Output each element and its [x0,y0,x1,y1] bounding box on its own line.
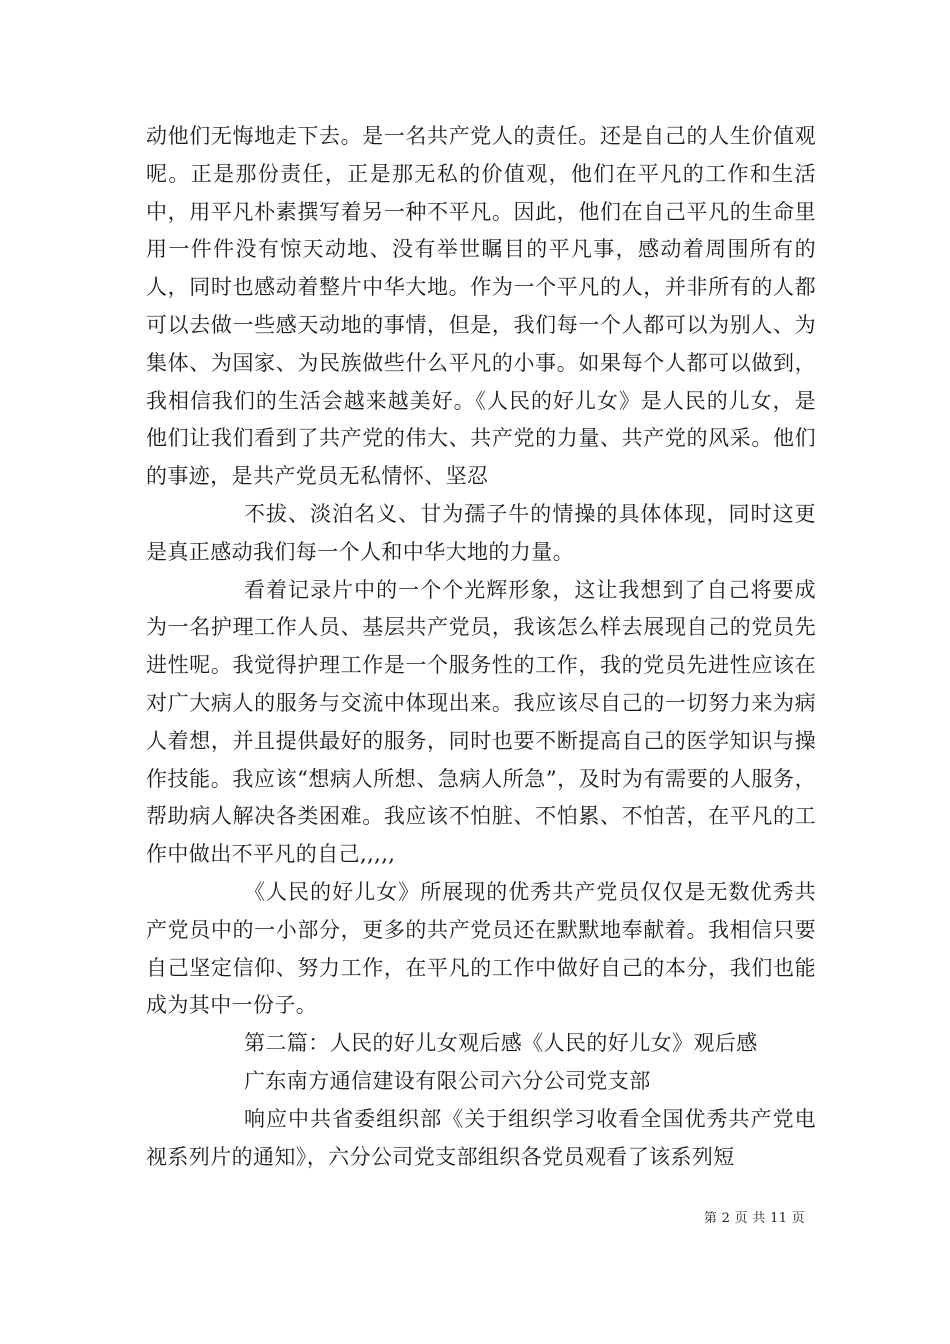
paragraph-conclusion: 《人民的好儿女》所展现的优秀共产党员仅仅是无数优秀共产党员中的一小部分，更多的共产党员还在默默地奉献着。我相信只要自己坚定信仰、努力工作，在平凡的工作中做好自己的本分，我们也能成为其中一份子。 [146,879,816,1018]
section-heading: 第二篇：人民的好儿女观后感《人民的好儿女》观后感 [244,1031,758,1056]
paragraph-continued: 动他们无悔地走下去。是一名共产党人的责任。还是自己的人生价值观呢。正是那份责任，正是那无私的价值观，他们在平凡的工作和生活中，用平凡朴素撰写着另一种不平凡。因此，他们在自己平凡的生命里用一件件没有惊天动地、没有举世瞩目的平凡事，感动着周围所有的人，同时也感动着整片中华大地。作为一个平凡的人，并非所有的人都可以去做一些感天动地的事情，但是，我们每一个人都可以为别人、为集体、为国家、为民族做些什么平凡的小事。如果每个人都可以做到，我相信我们的生活会越来越美好。《人民的好儿女》是人民的儿女，是他们让我们看到了共产党的伟大、共产党的力量、共产党的风采。他们的事迹，是共产党员无私情怀、坚忍 [146,124,816,489]
paragraph-nursing-reflection: 看着记录片中的一个个光辉形象，这让我想到了自己将要成为一名护理工作人员、基层共产党员，我该怎么样去展现自己的党员先进性呢。我觉得护理工作是一个服务性的工作，我的党员先进性应该在对广大病人的服务与交流中体现出来。我应该尽自己的一切努力来为病人着想，并且提供最好的服务，同时也要不断提高自己的医学知识与操作技能。我应该“想病人所想、急病人所急”，及时为有需要的人服务，帮助病人解决各类困难。我应该不怕脏、不怕累、不怕苦，在平凡的工作中做出不平凡的自己,,,,, [146,577,816,867]
organization-name: 广东南方通信建设有限公司六分公司党支部 [244,1068,651,1093]
document-body [146,118,816,1176]
paragraph-response: 响应中共省委组织部《关于组织学习收看全国优秀共产党电视系列片的通知》，六分公司党支部组织各党员观看了该系列短 [146,1106,816,1169]
paragraph-continued-end: 不拔、淡泊名义、甘为孺子牛的情操的具体体现，同时这更是真正感动我们每一个人和中华大地的力量。 [146,501,816,564]
page-number: 第 2 页 共 11 页 [703,1211,805,1226]
